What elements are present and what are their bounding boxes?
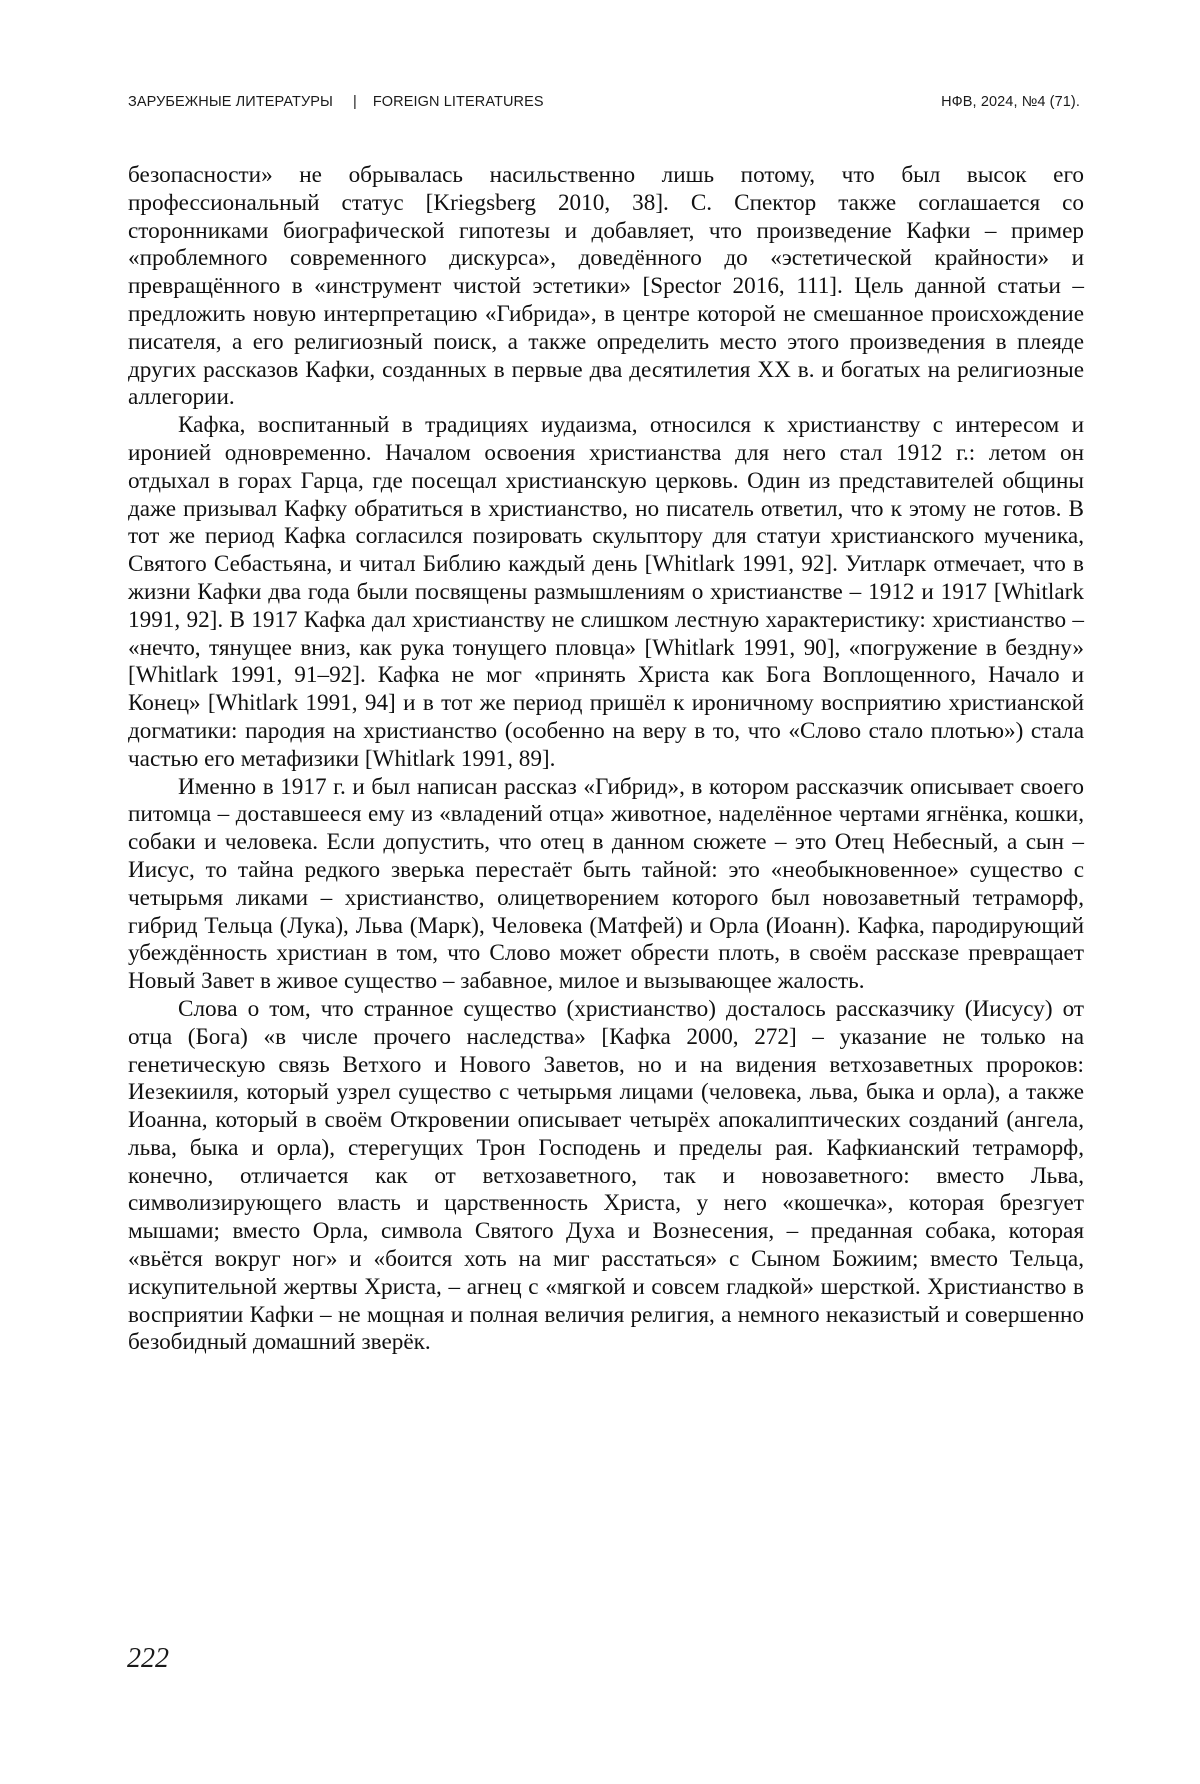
running-head-left: [128, 94, 544, 110]
running-head: [128, 94, 1080, 116]
section-title-en: FOREIGN LITERATURES: [372, 94, 544, 110]
paragraph: Именно в 1917 г. и был написан рассказ «Гибрид», в котором рассказчик описывает своего питомца – доставшееся ему из «владений отца» животное, наделённое чертами ягнёнка, кошки, собаки и человека. Если допустить, что отец в данном сюжете – это Отец Небесный, а сын – Иисус, то тайна редкого зверька перестаёт быть тайной: это «необыкновенное» существо с четырьмя ликами – христианство, олицетворением которого был новозаветный тетраморф, гибрид Тельца (Лука), Льва (Марк), Человека (Матфей) и Орла (Иоанн). Кафка, пародирующий убеждённость христиан в том, что Слово может обрести плоть, в своём рассказе превращает Новый Завет в живое существо – забавное, милое и вызывающее жалость.: [128, 773, 1084, 995]
page-number: 222: [127, 1643, 169, 1674]
header-separator: |: [352, 94, 357, 110]
paragraph-continued: безопасности» не обрывалась насильственно лишь потому, что был высок его профессиональный статус [Kriegsberg 2010, 38]. С. Спектор также соглашается со сторонниками биографической гипотезы и добавляет, что произведение Кафки – пример «проблемного современного дискурса», доведённого до «эстетической крайности» и превращённого в «инструмент чистой эстетики» [Spector 2016, 111]. Цель данной статьи – предложить новую интерпретацию «Гибрида», в центре которой не смешанное происхождение писателя, а его религиозный поиск, а также определить место этого произведения в плеяде других рассказов Кафки, созданных в первые два десятилетия XX в. и богатых на религиозные аллегории.: [128, 162, 1084, 411]
article-body: [128, 162, 1084, 1357]
paragraph: Кафка, воспитанный в традициях иудаизма, относился к христианству с интересом и иронией одновременно. Началом освоения христианства для него стал 1912 г.: летом он отдыхал в горах Гарца, где посещал христианскую церковь. Один из представителей общины даже призывал Кафку обратиться в христианство, но писатель ответил, что к этому не готов. В тот же период Кафка согласился позировать скульптору для статуи христианского мученика, Святого Себастьяна, и читал Библию каждый день [Whitlark 1991, 92]. Уитларк отмечает, что в жизни Кафки два года были посвящены размышлениям о христианстве – 1912 и 1917 [Whitlark 1991, 92]. В 1917 Кафка дал христианству не слишком лестную характеристику: христианство – «нечто, тянущее вниз, как рука тонущего пловца» [Whitlark 1991, 90], «погружение в бездну» [Whitlark 1991, 91–92]. Кафка не мог «принять Христа как Бога Воплощенного, Начало и Конец» [Whitlark 1991, 94] и в тот же период пришёл к ироничному восприятию христианской догматики: пародия на христианство (особенно на веру в то, что «Слово стало плотью») стала частью его метафизики [Whitlark 1991, 89].: [128, 412, 1084, 772]
paragraph: Слова о том, что странное существо (христианство) досталось рассказчику (Иисусу) от отца (Бога) «в числе прочего наследства» [Кафка 2000, 272] – указание не только на генетическую связь Ветхого и Нового Заветов, но и на видения ветхозаветных пророков: Иезекииля, который узрел существо с четырьмя лицами (человека, льва, быка и орла), а также Иоанна, который в своём Откровении описывает четырёх апокалиптических созданий (ангела, льва, быка и орла), стерегущих Трон Господень и пределы рая. Кафкианский тетраморф, конечно, отличается как от ветхозаветного, так и новозаветного: вместо Льва, символизирующего власть и царственность Христа, у него «кошечка», которая брезгует мышами; вместо Орла, символа Святого Духа и Вознесения, – преданная собака, которая «вьётся вокруг ног» и «боится хоть на миг расстаться» с Сыном Божиим; вместо Тельца, искупительной жертвы Христа, – агнец с «мягкой и совсем гладкой» шерсткой. Христианство в восприятии Кафки – не мощная и полная величия религия, а немного неказистый и совершенно безобидный домашний зверёк.: [128, 995, 1084, 1356]
journal-issue: НФВ, 2024, №4 (71).: [941, 94, 1080, 110]
section-title-ru: ЗАРУБЕЖНЫЕ ЛИТЕРАТУРЫ: [128, 94, 333, 110]
